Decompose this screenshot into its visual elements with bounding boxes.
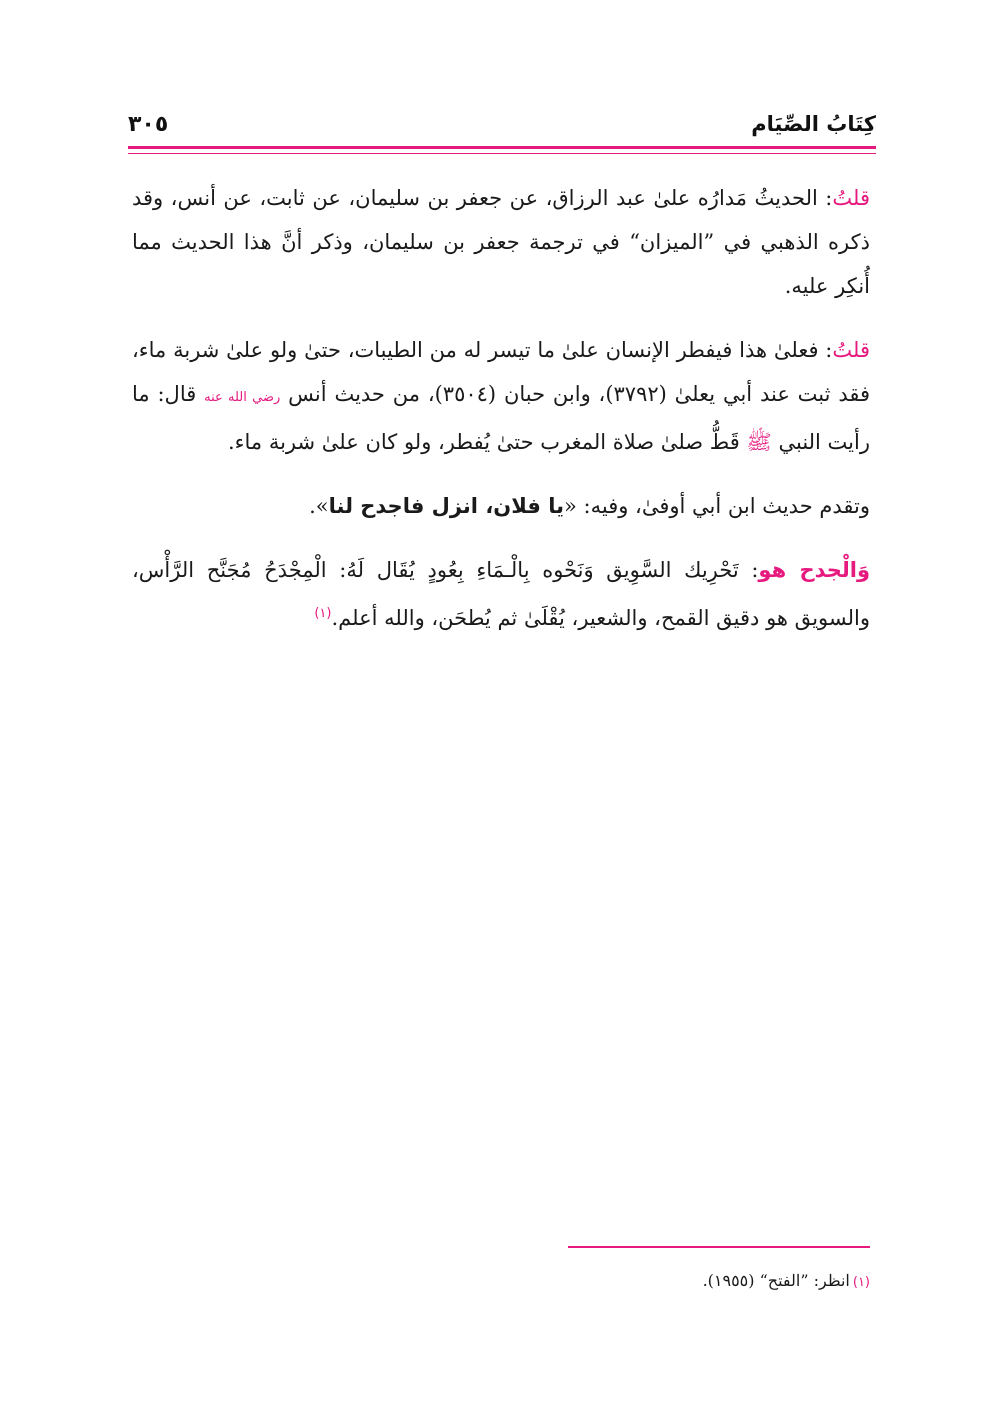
paragraph-text: : فعلىٰ هذا فيفطر الإنسان علىٰ ما تيسر له من الطيبات، حتىٰ ولو علىٰ شربة ماء، فقد ثبت عند أبي يعلىٰ (٣٧٩٢)، وابن حبان (٣٥٠٤)، من حديث أنس	[132, 338, 871, 406]
paragraph-text: : الحديثُ مَدارُه علىٰ عبد الرزاق، عن جعفر بن سليمان، عن ثابت، عن أنس، وقد ذكره الذهبي في ”الميزان“ في ترجمة جعفر بن سليمان، وذكر أنَّ هذا الحديث مما أُنكِر عليه.	[132, 186, 870, 298]
paragraph-text: : تَحْرِيك السَّوِيق وَنَحْوه بِالْـمَاءِ بِعُودٍ يُقَال لَهُ: الْمِجْدَحُ مُجَنَّح الرَّأْس، والسويق هو دقيق القمح، والشعير، يُقْلَىٰ ثم يُطحَن، والله أعلم.	[132, 558, 870, 630]
paragraph-1	[132, 176, 870, 308]
paragraph-text: ».	[309, 494, 329, 518]
paragraph-2	[132, 328, 870, 464]
main-text	[132, 176, 870, 660]
paragraph-lead: قلتُ	[832, 186, 870, 210]
paragraph-text: قال: ما رأيت النبي	[132, 382, 870, 454]
page-number: ٣٠٥	[128, 112, 169, 137]
footnote-marker[interactable]: (١)	[314, 606, 332, 621]
header-rule-thick	[128, 146, 876, 149]
hadith-quote: يا فلان، انزل فاجدح لنا	[328, 494, 564, 518]
honorific-companion: رضي الله عنه	[204, 390, 281, 405]
footnote-text: انظر: ”الفتح“ (١٩٥٥).	[702, 1271, 850, 1290]
footnote	[703, 1268, 870, 1296]
paragraph-3	[132, 484, 870, 528]
footnote-number: (١)	[852, 1275, 870, 1290]
honorific-prophet: ﷺ	[746, 430, 772, 454]
paragraph-lead: قلتُ	[832, 338, 870, 362]
paragraph-text: قَطُّ صلىٰ صلاة المغرب حتىٰ يُفطر، ولو كان علىٰ شربة ماء.	[227, 430, 747, 454]
paragraph-text: وتقدم حديث ابن أبي أوفىٰ، وفيه: «	[564, 494, 870, 518]
paragraph-lead: وَالْجدح هو	[758, 558, 870, 582]
footnote-rule	[568, 1246, 870, 1248]
header-rule-thin	[128, 153, 876, 154]
book-title: كِتَابُ الصِّيَام	[751, 112, 876, 136]
paragraph-4	[132, 548, 870, 640]
